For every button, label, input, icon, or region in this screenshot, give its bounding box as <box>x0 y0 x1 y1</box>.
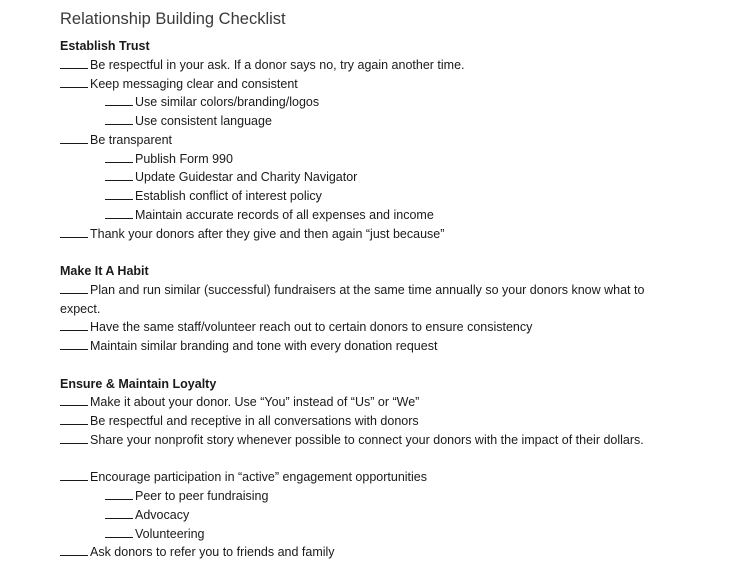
checklist-subitem: Peer to peer fundraising <box>105 487 268 506</box>
checkbox-blank[interactable] <box>60 554 88 556</box>
checklist-item: Be transparent <box>60 131 172 150</box>
checklist-item: Have the same staff/volunteer reach out to certain donors to ensure consistency <box>60 318 532 337</box>
checkbox-blank[interactable] <box>105 161 133 163</box>
checkbox-blank[interactable] <box>105 217 133 219</box>
checklist-item: Be respectful in your ask. If a donor says no, try again another time. <box>60 56 465 75</box>
checklist-item: Be respectful and receptive in all conversations with donors <box>60 412 419 431</box>
checklist-item: Encourage participation in “active” engagement opportunities <box>60 468 427 487</box>
checklist-subitem: Publish Form 990 <box>105 150 233 169</box>
checklist-subitem: Volunteering <box>105 525 205 544</box>
checklist-subitem: Use consistent language <box>105 112 272 131</box>
checkbox-blank[interactable] <box>105 498 133 500</box>
checkbox-blank[interactable] <box>60 86 88 88</box>
checkbox-blank[interactable] <box>105 536 133 538</box>
checkbox-blank[interactable] <box>60 404 88 406</box>
checklist-subitem: Maintain accurate records of all expenses and income <box>105 206 434 225</box>
checkbox-blank[interactable] <box>60 67 88 69</box>
checkbox-blank[interactable] <box>105 179 133 181</box>
checkbox-blank[interactable] <box>60 442 88 444</box>
checklist-subitem: Use similar colors/branding/logos <box>105 93 319 112</box>
checkbox-blank[interactable] <box>60 236 88 238</box>
checklist-subitem: Advocacy <box>105 506 189 525</box>
checklist-item: Maintain similar branding and tone with every donation request <box>60 337 437 356</box>
checklist-item: Keep messaging clear and consistent <box>60 75 298 94</box>
checklist-subitem: Establish conflict of interest policy <box>105 187 322 206</box>
checkbox-blank[interactable] <box>105 123 133 125</box>
checklist-item: Plan and run similar (successful) fundraisers at the same time annually so your donors know what to expect. <box>60 283 645 316</box>
checkbox-blank[interactable] <box>60 479 88 481</box>
page-title: Relationship Building Checklist <box>60 10 286 28</box>
checkbox-blank[interactable] <box>60 329 88 331</box>
section-heading-establish-trust: Establish Trust <box>60 39 150 53</box>
checklist-item: Thank your donors after they give and then again “just because” <box>60 225 444 244</box>
checkbox-blank[interactable] <box>105 104 133 106</box>
checkbox-blank[interactable] <box>105 517 133 519</box>
section-heading-ensure-maintain-loyalty: Ensure & Maintain Loyalty <box>60 377 217 391</box>
checkbox-blank[interactable] <box>60 423 88 425</box>
checklist-item: Ask donors to refer you to friends and family <box>60 543 335 562</box>
checkbox-blank[interactable] <box>60 348 88 350</box>
checklist-subitem: Update Guidestar and Charity Navigator <box>105 168 357 187</box>
checklist-item: Make it about your donor. Use “You” instead of “Us” or “We” <box>60 393 419 412</box>
section-heading-make-it-a-habit: Make It A Habit <box>60 264 149 278</box>
checkbox-blank[interactable] <box>105 198 133 200</box>
checklist-item: Share your nonprofit story whenever possible to connect your donors with the impact of their dollars. <box>60 431 660 450</box>
checkbox-blank[interactable] <box>60 142 88 144</box>
checkbox-blank[interactable] <box>60 292 88 294</box>
